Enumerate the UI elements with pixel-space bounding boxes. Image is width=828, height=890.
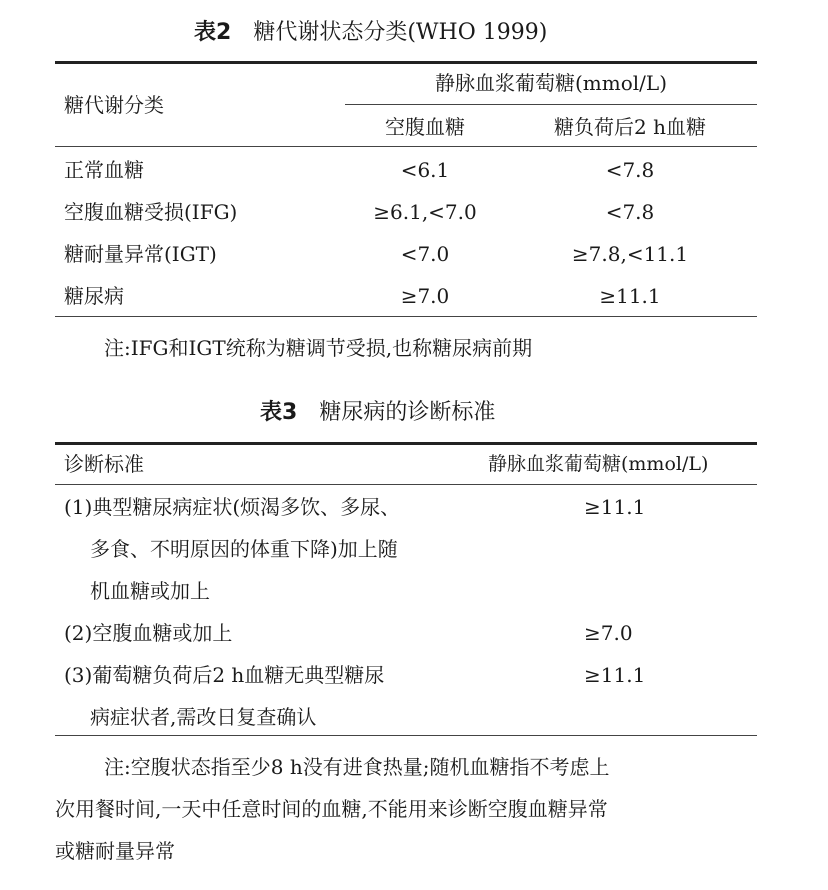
table2-col-fasting: 空腹血糖	[385, 115, 465, 139]
note-line: 或糖耐量异常	[55, 839, 175, 863]
table3-number: 表3	[260, 400, 298, 425]
fasting-value: ≥6.1,<7.0	[373, 200, 477, 224]
table3-top-rule	[55, 442, 757, 445]
table3-header-rule	[55, 484, 757, 485]
table3-col-glucose: 静脉血浆葡萄糖(mmol/L)	[488, 453, 709, 475]
postload-value: <7.8	[605, 158, 655, 182]
criteria-line: (3)葡萄糖负荷后2 h血糖无典型糖尿	[64, 663, 385, 687]
criteria-line: 病症状者,需改日复查确认	[90, 705, 317, 729]
criteria-line: (2)空腹血糖或加上	[64, 621, 233, 645]
table2-title	[194, 20, 547, 46]
table2-subheader-rule	[345, 104, 757, 105]
row-label: 正常血糖	[64, 158, 144, 182]
table3-title-text: 糖尿病的诊断标准	[319, 400, 496, 425]
note-line: 次用餐时间,一天中任意时间的血糖,不能用来诊断空腹血糖异常	[55, 797, 608, 821]
row-label: 糖耐量异常(IGT)	[64, 242, 217, 266]
criteria-line: (1)典型糖尿病症状(烦渴多饮、多尿、	[64, 495, 401, 519]
table2-note: 注:IFG和IGT统称为糖调节受损,也称糖尿病前期	[104, 336, 533, 360]
table3-title	[260, 400, 495, 426]
table2-number: 表2	[194, 20, 232, 45]
row-label: 糖尿病	[64, 284, 124, 308]
postload-value: ≥7.8,<11.1	[571, 242, 689, 266]
fasting-value: ≥7.0	[400, 284, 450, 308]
glucose-value: ≥7.0	[584, 621, 633, 645]
table3-bottom-rule	[55, 735, 757, 736]
postload-value: <7.8	[605, 200, 655, 224]
glucose-value: ≥11.1	[584, 663, 646, 687]
postload-value: ≥11.1	[599, 284, 661, 308]
fasting-value: <7.0	[400, 242, 450, 266]
table2-row-header: 糖代谢分类	[64, 93, 164, 117]
table3-col-criteria: 诊断标准	[64, 452, 144, 476]
table2-header-rule	[55, 146, 757, 147]
criteria-line: 机血糖或加上	[90, 579, 210, 603]
table2-group-header: 静脉血浆葡萄糖(mmol/L)	[435, 71, 667, 95]
row-label: 空腹血糖受损(IFG)	[64, 200, 238, 224]
table2-bottom-rule	[55, 316, 757, 317]
glucose-value: ≥11.1	[584, 495, 646, 519]
note-line: 注:空腹状态指至少8 h没有进食热量;随机血糖指不考虑上	[104, 755, 610, 779]
fasting-value: <6.1	[400, 158, 450, 182]
table2-top-rule	[55, 61, 757, 64]
criteria-line: 多食、不明原因的体重下降)加上随	[90, 537, 398, 561]
table2-col-postload: 糖负荷后2 h血糖	[554, 115, 706, 139]
table2-title-text: 糖代谢状态分类(WHO 1999)	[253, 20, 548, 45]
